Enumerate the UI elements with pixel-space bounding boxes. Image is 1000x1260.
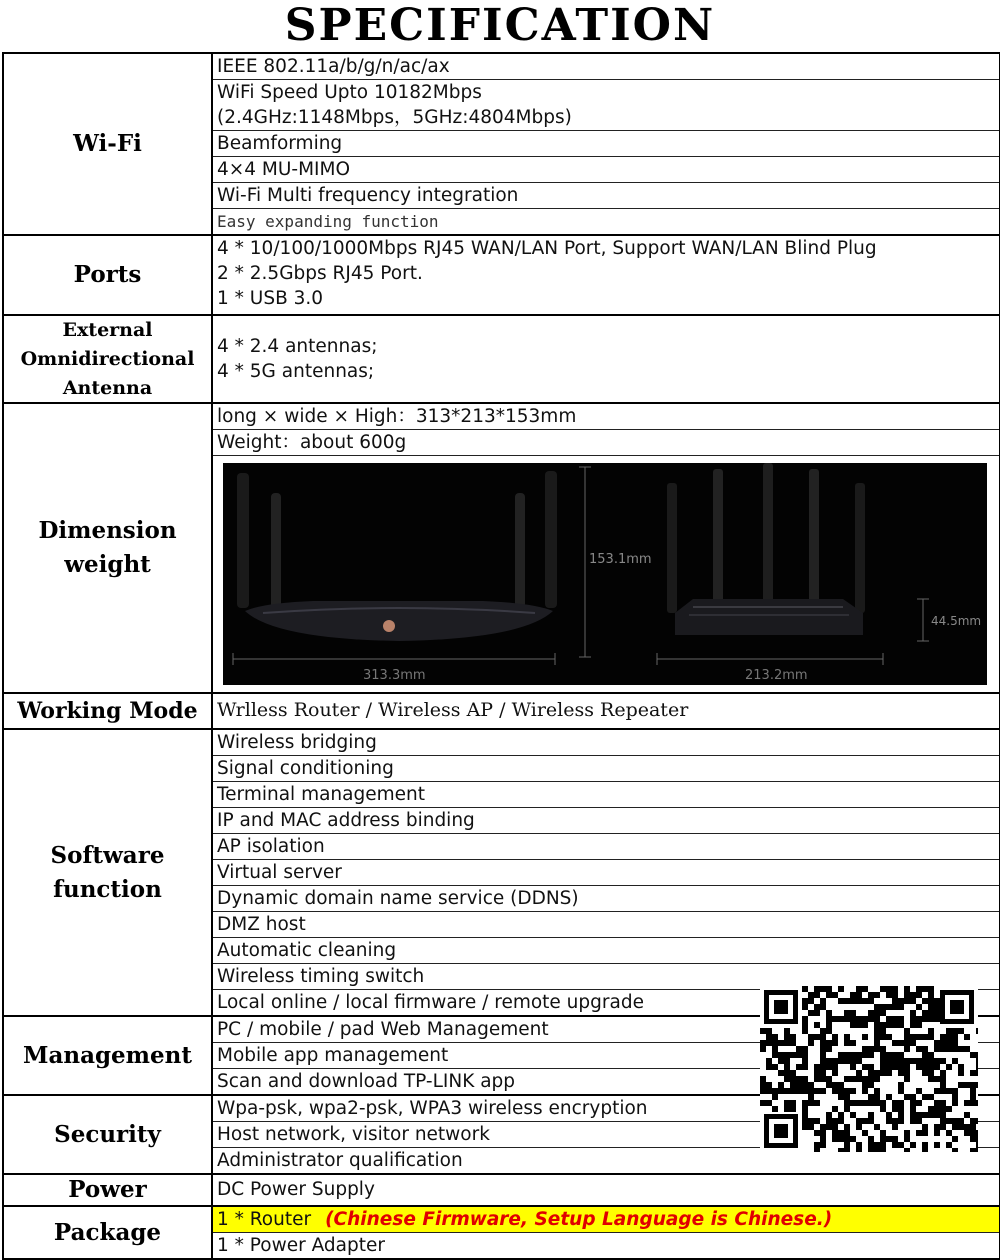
spec-row: Mobile app management bbox=[213, 1043, 999, 1069]
spec-row: Wi-Fi Multi frequency integration bbox=[213, 183, 999, 209]
depth-label: 213.2mm bbox=[745, 668, 808, 683]
router-dimension-photo bbox=[213, 456, 999, 692]
spec-row: Virtual server bbox=[213, 860, 999, 886]
firmware-note: (Chinese Firmware, Setup Language is Chinese.) bbox=[325, 1209, 833, 1230]
section-label-working-mode: Working Mode bbox=[4, 694, 213, 728]
spec-row-highlighted bbox=[213, 1207, 999, 1233]
section-wifi bbox=[4, 54, 999, 236]
section-software bbox=[4, 730, 999, 1017]
section-package bbox=[4, 1207, 999, 1260]
spec-row: IEEE 802.11a/b/g/n/ac/ax bbox=[213, 54, 999, 80]
spec-row: IP and MAC address binding bbox=[213, 808, 999, 834]
spec-row: 4 * 5G antennas; bbox=[217, 361, 375, 382]
spec-row: 4 * 10/100/1000Mbps RJ45 WAN/LAN Port, Support WAN/LAN Blind Plug bbox=[217, 238, 877, 259]
router-image bbox=[223, 463, 987, 685]
spec-row: 4 * 2.4 antennas; bbox=[217, 336, 378, 357]
spec-row: (2.4GHz:1148Mbps，5GHz:4804Mbps) bbox=[213, 105, 999, 131]
spec-row: DC Power Supply bbox=[217, 1179, 375, 1200]
section-dimension bbox=[4, 404, 999, 694]
section-label-wifi: Wi-Fi bbox=[4, 54, 213, 234]
spec-row: Wrlless Router / Wireless AP / Wireless Repeater bbox=[217, 699, 689, 721]
spec-row: AP isolation bbox=[213, 834, 999, 860]
section-label-management: Management bbox=[4, 1017, 213, 1094]
width-label: 313.3mm bbox=[363, 668, 426, 683]
section-label-ports: Ports bbox=[4, 236, 213, 314]
base-height-label: 44.5mm bbox=[931, 614, 982, 628]
section-power bbox=[4, 1175, 999, 1207]
section-label-package: Package bbox=[4, 1207, 213, 1258]
section-label-power: Power bbox=[4, 1175, 213, 1205]
spec-row: PC / mobile / pad Web Management bbox=[213, 1017, 999, 1043]
spec-row: Wireless bridging bbox=[213, 730, 999, 756]
spec-row: Weight：about 600g bbox=[213, 430, 999, 456]
spec-row: Terminal management bbox=[213, 782, 999, 808]
section-label-antenna: External Omnidirectional Antenna bbox=[4, 316, 213, 402]
section-working-mode bbox=[4, 694, 999, 730]
spec-row: 1 * USB 3.0 bbox=[217, 288, 324, 309]
section-antenna bbox=[4, 316, 999, 404]
height-label: 153.1mm bbox=[589, 552, 652, 567]
section-label-software: Software function bbox=[4, 730, 213, 1015]
spec-row: 4×4 MU-MIMO bbox=[213, 157, 999, 183]
spec-row: Wireless timing switch bbox=[213, 964, 999, 990]
spec-row: DMZ host bbox=[213, 912, 999, 938]
spec-row: Signal conditioning bbox=[213, 756, 999, 782]
spec-row: 1 * Power Adapter bbox=[217, 1235, 385, 1256]
qr-code-icon bbox=[760, 986, 978, 1152]
page-title: SPECIFICATION bbox=[284, 0, 716, 51]
section-label-dimension: Dimension weight bbox=[4, 404, 213, 692]
spec-row: long × wide × High：313*213*153mm bbox=[213, 404, 999, 430]
spec-row: WiFi Speed Upto 10182Mbps bbox=[217, 82, 482, 103]
spec-row: Dynamic domain name service (DDNS) bbox=[213, 886, 999, 912]
section-ports bbox=[4, 236, 999, 316]
package-router: 1 * Router bbox=[217, 1209, 312, 1230]
section-label-security: Security bbox=[4, 1096, 213, 1173]
spec-row: 2 * 2.5Gbps RJ45 Port. bbox=[217, 263, 423, 284]
spec-row: Easy expanding function bbox=[217, 212, 439, 231]
spec-row: Beamforming bbox=[213, 131, 999, 157]
spec-row: Wpa-psk, wpa2-psk, WPA3 wireless encryption bbox=[213, 1096, 999, 1122]
spec-row: Host network, visitor network bbox=[213, 1122, 999, 1148]
spec-row: Scan and download TP-LINK app bbox=[217, 1071, 516, 1092]
spec-row: Local online / local firmware / remote upgrade bbox=[217, 992, 644, 1013]
spec-row: Automatic cleaning bbox=[213, 938, 999, 964]
spec-row: Administrator qualification bbox=[217, 1150, 463, 1171]
